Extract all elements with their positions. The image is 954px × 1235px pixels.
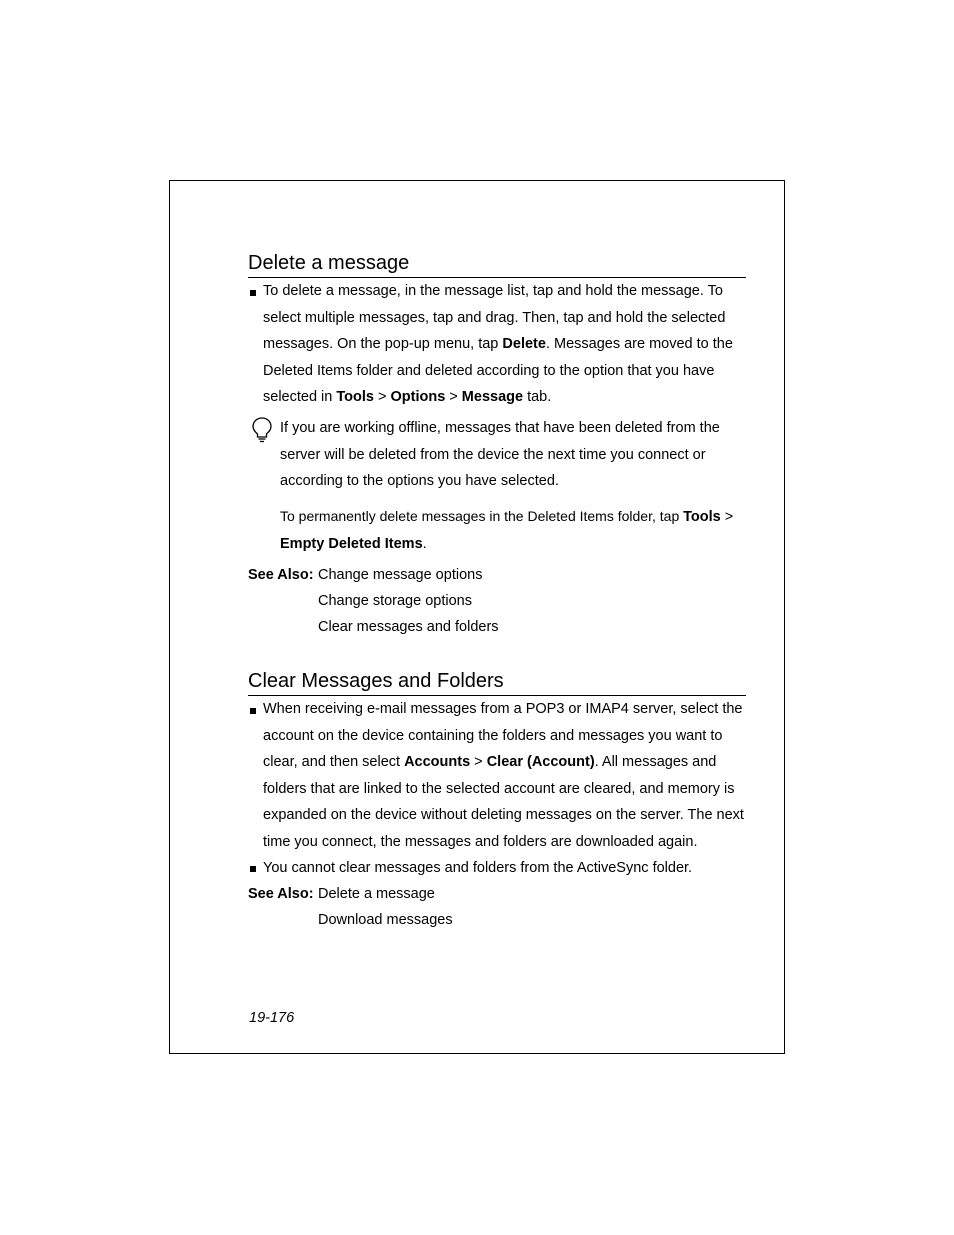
- bullet-marker: [250, 866, 256, 872]
- see-also-label: [248, 881, 314, 907]
- clear-messages-instructions: [263, 696, 749, 855]
- options-menu-label: Options: [390, 389, 446, 405]
- delete-command-label: Delete: [502, 336, 546, 352]
- offline-tip-text: If you are working offline, messages that have been deleted from the server will be deleted from the device the next time you connect or according to the options you have selected.: [280, 420, 720, 489]
- bullet-marker: [250, 708, 256, 714]
- text-run: . All messages and folders that are linked to the selected account are cleared, and memory is expanded on the device without deleting messages on the server. The next time you connect, the messages and folders are downloaded again.: [263, 754, 744, 850]
- see-also-label-text: See Also:: [248, 886, 314, 902]
- activesync-note: You cannot clear messages and folders from the ActiveSync folder.: [263, 860, 693, 876]
- accounts-menu-label: Accounts: [404, 754, 471, 770]
- text-run: To permanently delete messages in the Deleted Items folder, tap: [280, 508, 684, 524]
- section-heading-clear-messages: Clear Messages and Folders: [248, 669, 746, 696]
- lightbulb-icon: [250, 416, 274, 444]
- clear-account-label: Clear (Account): [486, 754, 595, 770]
- empty-deleted-items-label: Empty Deleted Items: [280, 535, 423, 552]
- see-also-label-text: See Also:: [248, 567, 314, 583]
- tools-menu-label: Tools: [336, 389, 374, 405]
- section-heading-delete-message: Delete a message: [248, 251, 746, 278]
- see-also-link-download-messages[interactable]: Download messages: [318, 912, 453, 928]
- text-run: .: [422, 535, 427, 552]
- see-also-link-change-message-options[interactable]: Change message options: [318, 567, 483, 583]
- text-run: >: [470, 754, 487, 770]
- page-number: 19-176: [249, 1010, 295, 1026]
- see-also-link-clear-messages-folders[interactable]: Clear messages and folders: [318, 619, 499, 635]
- see-also-label: [248, 562, 314, 588]
- see-also-link-delete-message[interactable]: Delete a message: [318, 886, 435, 902]
- delete-message-instructions: [263, 278, 747, 411]
- text-run: tab.: [523, 389, 552, 405]
- message-tab-label: Message: [461, 389, 524, 405]
- text-run: >: [373, 389, 391, 405]
- text-run: When receiving e-mail messages from a POP3 or IMAP4 server, select the account on the device containing the folders and messages you want to clear, and then select: [263, 701, 743, 770]
- text-run: >: [720, 509, 734, 525]
- tools-menu-label: Tools: [683, 509, 721, 525]
- text-run: . Messages are moved to the Deleted Items folder and deleted according to the option that you have selected in: [263, 336, 733, 405]
- text-run: >: [445, 389, 462, 405]
- see-also-link-change-storage-options[interactable]: Change storage options: [318, 593, 472, 609]
- text-run: To delete a message, in the message list, tap and hold the message. To select multiple messages, tap and drag. Then, tap and hold the selected messages. On the pop-up menu, tap: [263, 283, 726, 352]
- bullet-marker: [250, 290, 256, 296]
- permanent-delete-tip: [280, 503, 750, 557]
